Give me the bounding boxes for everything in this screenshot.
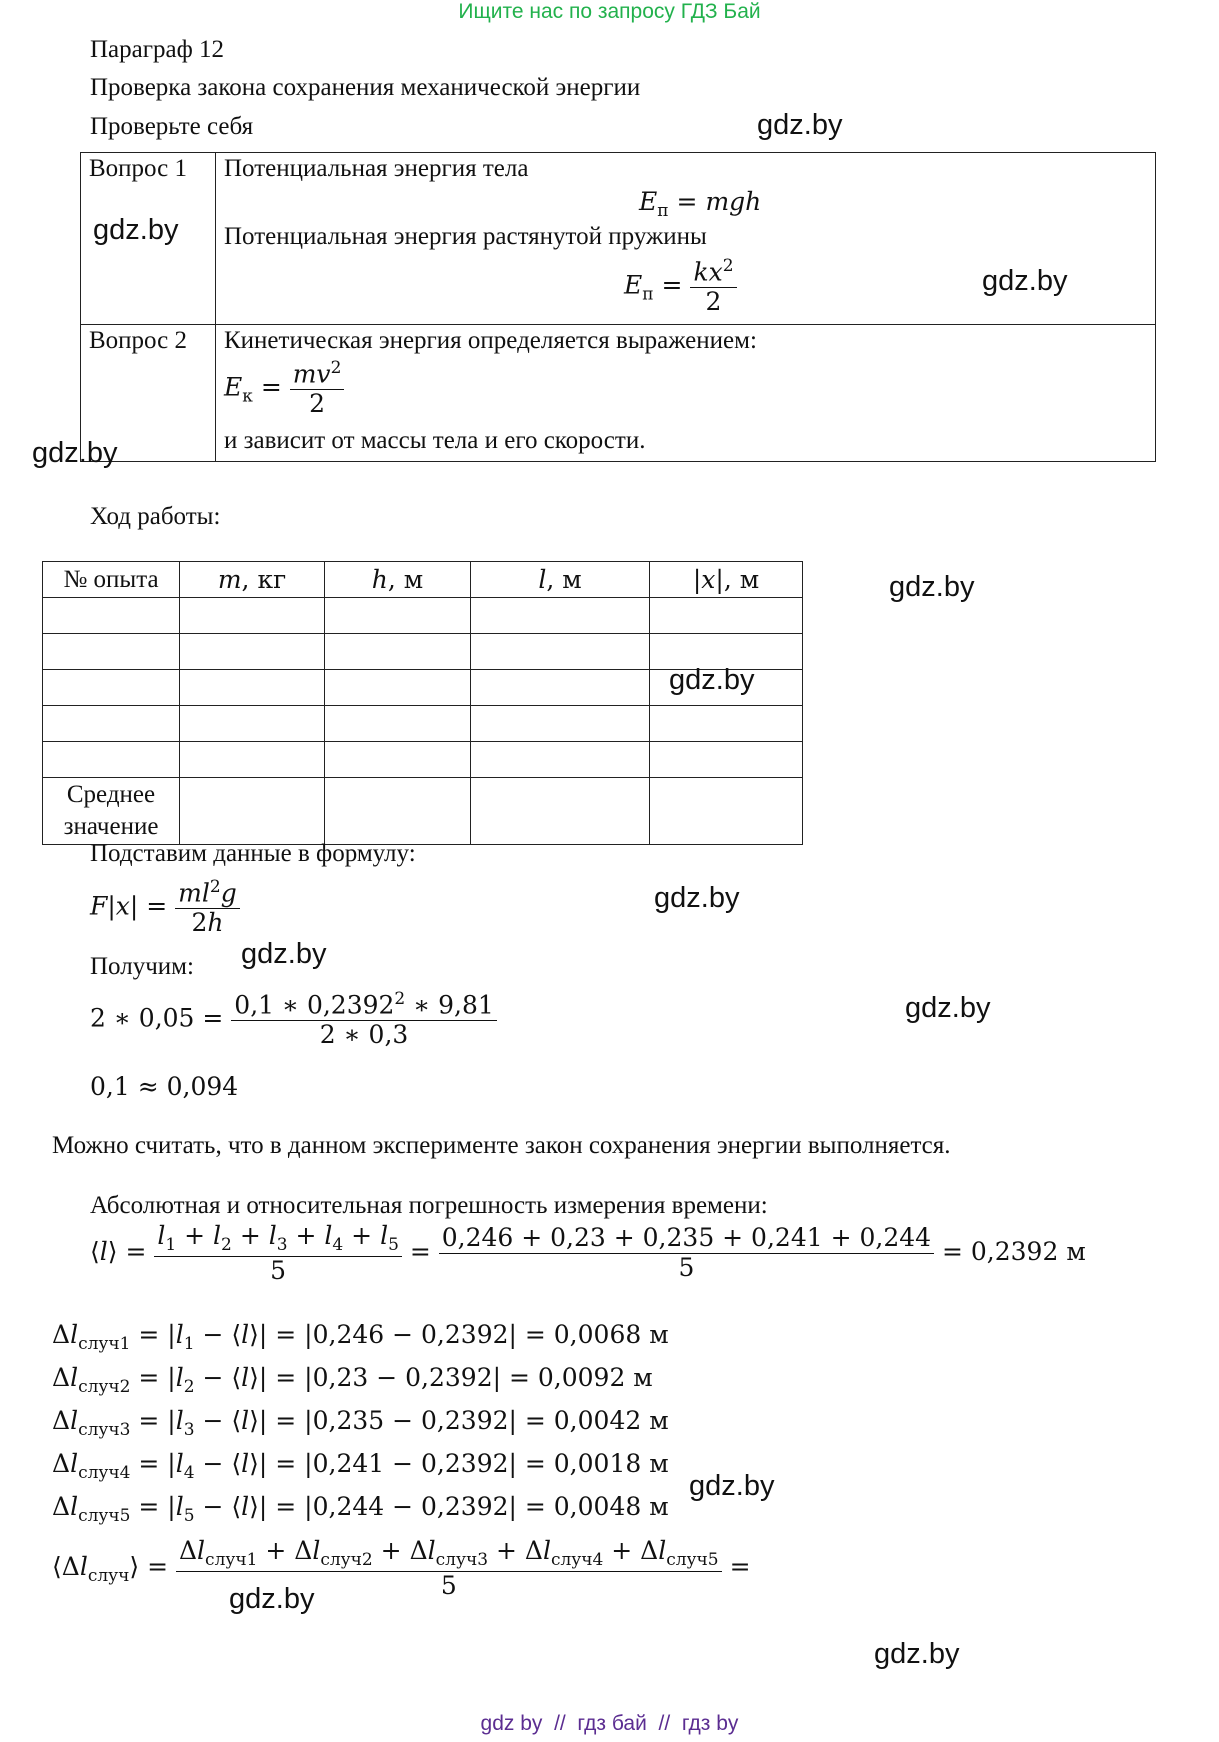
col-header: l, м <box>471 562 650 598</box>
question-row <box>81 325 1156 462</box>
formula-mean-delta: $⟨\Delta l_{случ}⟩$ = $\frac{\Delta l_{случ1} + \Delta l_{случ2} + \Delta l_{случ3} + \Delta l_{случ4} + \Delta l_{случ5}}{5}$ = <box>52 1536 751 1600</box>
delta-mean-value: 0,2392 <box>405 1363 493 1392</box>
formula-mean-l: ⟨l⟩ = $\frac{l_1 + l_2 + l_3 + l_4 + l_5}{5}$ = $\frac{0,246 + 0,23 + 0,235 + 0,241 + 0,244}{5}$ = 0,2392 м <box>90 1221 1086 1285</box>
data-table <box>42 561 803 845</box>
watermark: gdz.by <box>241 938 327 970</box>
footer-links[interactable]: gdz by // гдз бай // гдз by <box>480 1712 739 1735</box>
formula-potential: $E_п$ = mgh <box>639 187 762 221</box>
error-heading: Абсолютная и относительная погрешность измерения времени: <box>90 1192 768 1219</box>
watermark: gdz.by <box>889 571 975 603</box>
delta-l-value: 0,246 <box>312 1320 385 1349</box>
table-row <box>43 742 803 778</box>
delta-l-value: 0,244 <box>312 1492 385 1521</box>
question-answer <box>216 325 1156 462</box>
answer-line: Кинетическая энергия определяется выражением: <box>224 327 757 354</box>
table-header-row <box>43 562 803 598</box>
substitute-text: Подставим данные в формулу: <box>90 840 416 867</box>
table-row-mean <box>43 778 803 845</box>
delta-mean-value: 0,2392 <box>421 1406 509 1435</box>
delta-mean-value: 0,2392 <box>421 1492 509 1521</box>
delta-mean-value: 0,2392 <box>421 1449 509 1478</box>
watermark: gdz.by <box>757 109 843 141</box>
delta-l-value: 0,235 <box>312 1406 385 1435</box>
delta-line: $\Delta l_{случ5} = |l_5$ − ⟨l⟩| = |0,244 − 0,2392| = 0,0048 м <box>52 1492 669 1526</box>
watermark: gdz.by <box>905 992 991 1024</box>
table-row <box>43 706 803 742</box>
paragraph-label: Параграф 12 <box>90 36 225 63</box>
formula-spring: $E_п$ = $\frac{kx^2}{2}$ <box>624 257 737 317</box>
work-heading: Ход работы: <box>90 503 221 530</box>
top-banner[interactable]: Ищите нас по запросу ГДЗ Бай <box>458 0 761 23</box>
delta-result: 0,0092 м <box>537 1363 653 1392</box>
table-row <box>43 598 803 634</box>
question-row <box>81 153 1156 325</box>
col-header: № опыта <box>43 562 180 598</box>
col-header: |x|, м <box>650 562 803 598</box>
mean-label: Среднее значение <box>43 778 180 845</box>
watermark: gdz.by <box>874 1638 960 1670</box>
watermark: gdz.by <box>982 265 1068 297</box>
answer-line: и зависит от массы тела и его скорости. <box>224 427 646 454</box>
watermark: gdz.by <box>229 1583 315 1615</box>
watermark: gdz.by <box>32 437 118 469</box>
col-header: h, м <box>325 562 471 598</box>
calc-result: 0,1 ≈ 0,094 <box>90 1072 239 1101</box>
delta-result: 0,0068 м <box>553 1320 669 1349</box>
question-answer <box>216 153 1156 325</box>
page-title: Проверка закона сохранения механической энергии <box>90 74 641 101</box>
conclusion: Можно считать, что в данном эксперименте закон сохранения энергии выполняется. <box>52 1132 951 1159</box>
answer-line: Потенциальная энергия тела <box>224 155 529 182</box>
delta-result: 0,0048 м <box>553 1492 669 1521</box>
watermark: gdz.by <box>654 882 740 914</box>
mean-l-values: 0,246 + 0,23 + 0,235 + 0,241 + 0,244 <box>441 1223 932 1253</box>
answer-line: Потенциальная энергия растянутой пружины <box>224 223 707 250</box>
col-header: m, кг <box>180 562 325 598</box>
formula-kinetic: $E_к$ = $\frac{mv^2}{2}$ <box>224 359 344 419</box>
delta-line: $\Delta l_{случ3} = |l_3$ − ⟨l⟩| = |0,235 − 0,2392| = 0,0042 м <box>52 1406 669 1440</box>
delta-line: $\Delta l_{случ4} = |l_4$ − ⟨l⟩| = |0,241 − 0,2392| = 0,0018 м <box>52 1449 669 1483</box>
watermark: gdz.by <box>93 214 179 246</box>
questions-table <box>80 152 1156 462</box>
calc-equation: 2 ∗ 0,05 = $\frac{0,1 ∗ 0,2392^2 ∗ 9,81}{2 ∗ 0,3}$ <box>90 990 497 1050</box>
delta-result: 0,0042 м <box>553 1406 669 1435</box>
delta-result: 0,0018 м <box>553 1449 669 1478</box>
delta-line: $\Delta l_{случ1} = |l_1$ − ⟨l⟩| = |0,246 − 0,2392| = 0,0068 м <box>52 1320 669 1354</box>
watermark: gdz.by <box>689 1470 775 1502</box>
question-label: Вопрос 2 <box>81 325 216 462</box>
mean-l-result: = 0,2392 м <box>942 1237 1086 1267</box>
question-label: Вопрос 1 <box>81 153 216 325</box>
formula-main: F|x| = $\frac{ml^2g}{2h}$ <box>90 878 240 938</box>
get-text: Получим: <box>90 953 194 980</box>
delta-l-value: 0,23 <box>312 1363 369 1392</box>
delta-mean-value: 0,2392 <box>421 1320 509 1349</box>
delta-line: $\Delta l_{случ2} = |l_2$ − ⟨l⟩| = |0,23 − 0,2392| = 0,0092 м <box>52 1363 653 1397</box>
delta-l-value: 0,241 <box>312 1449 385 1478</box>
watermark: gdz.by <box>669 664 755 696</box>
mean-l-denominator: 5 <box>439 1253 934 1283</box>
check-heading: Проверьте себя <box>90 113 254 140</box>
